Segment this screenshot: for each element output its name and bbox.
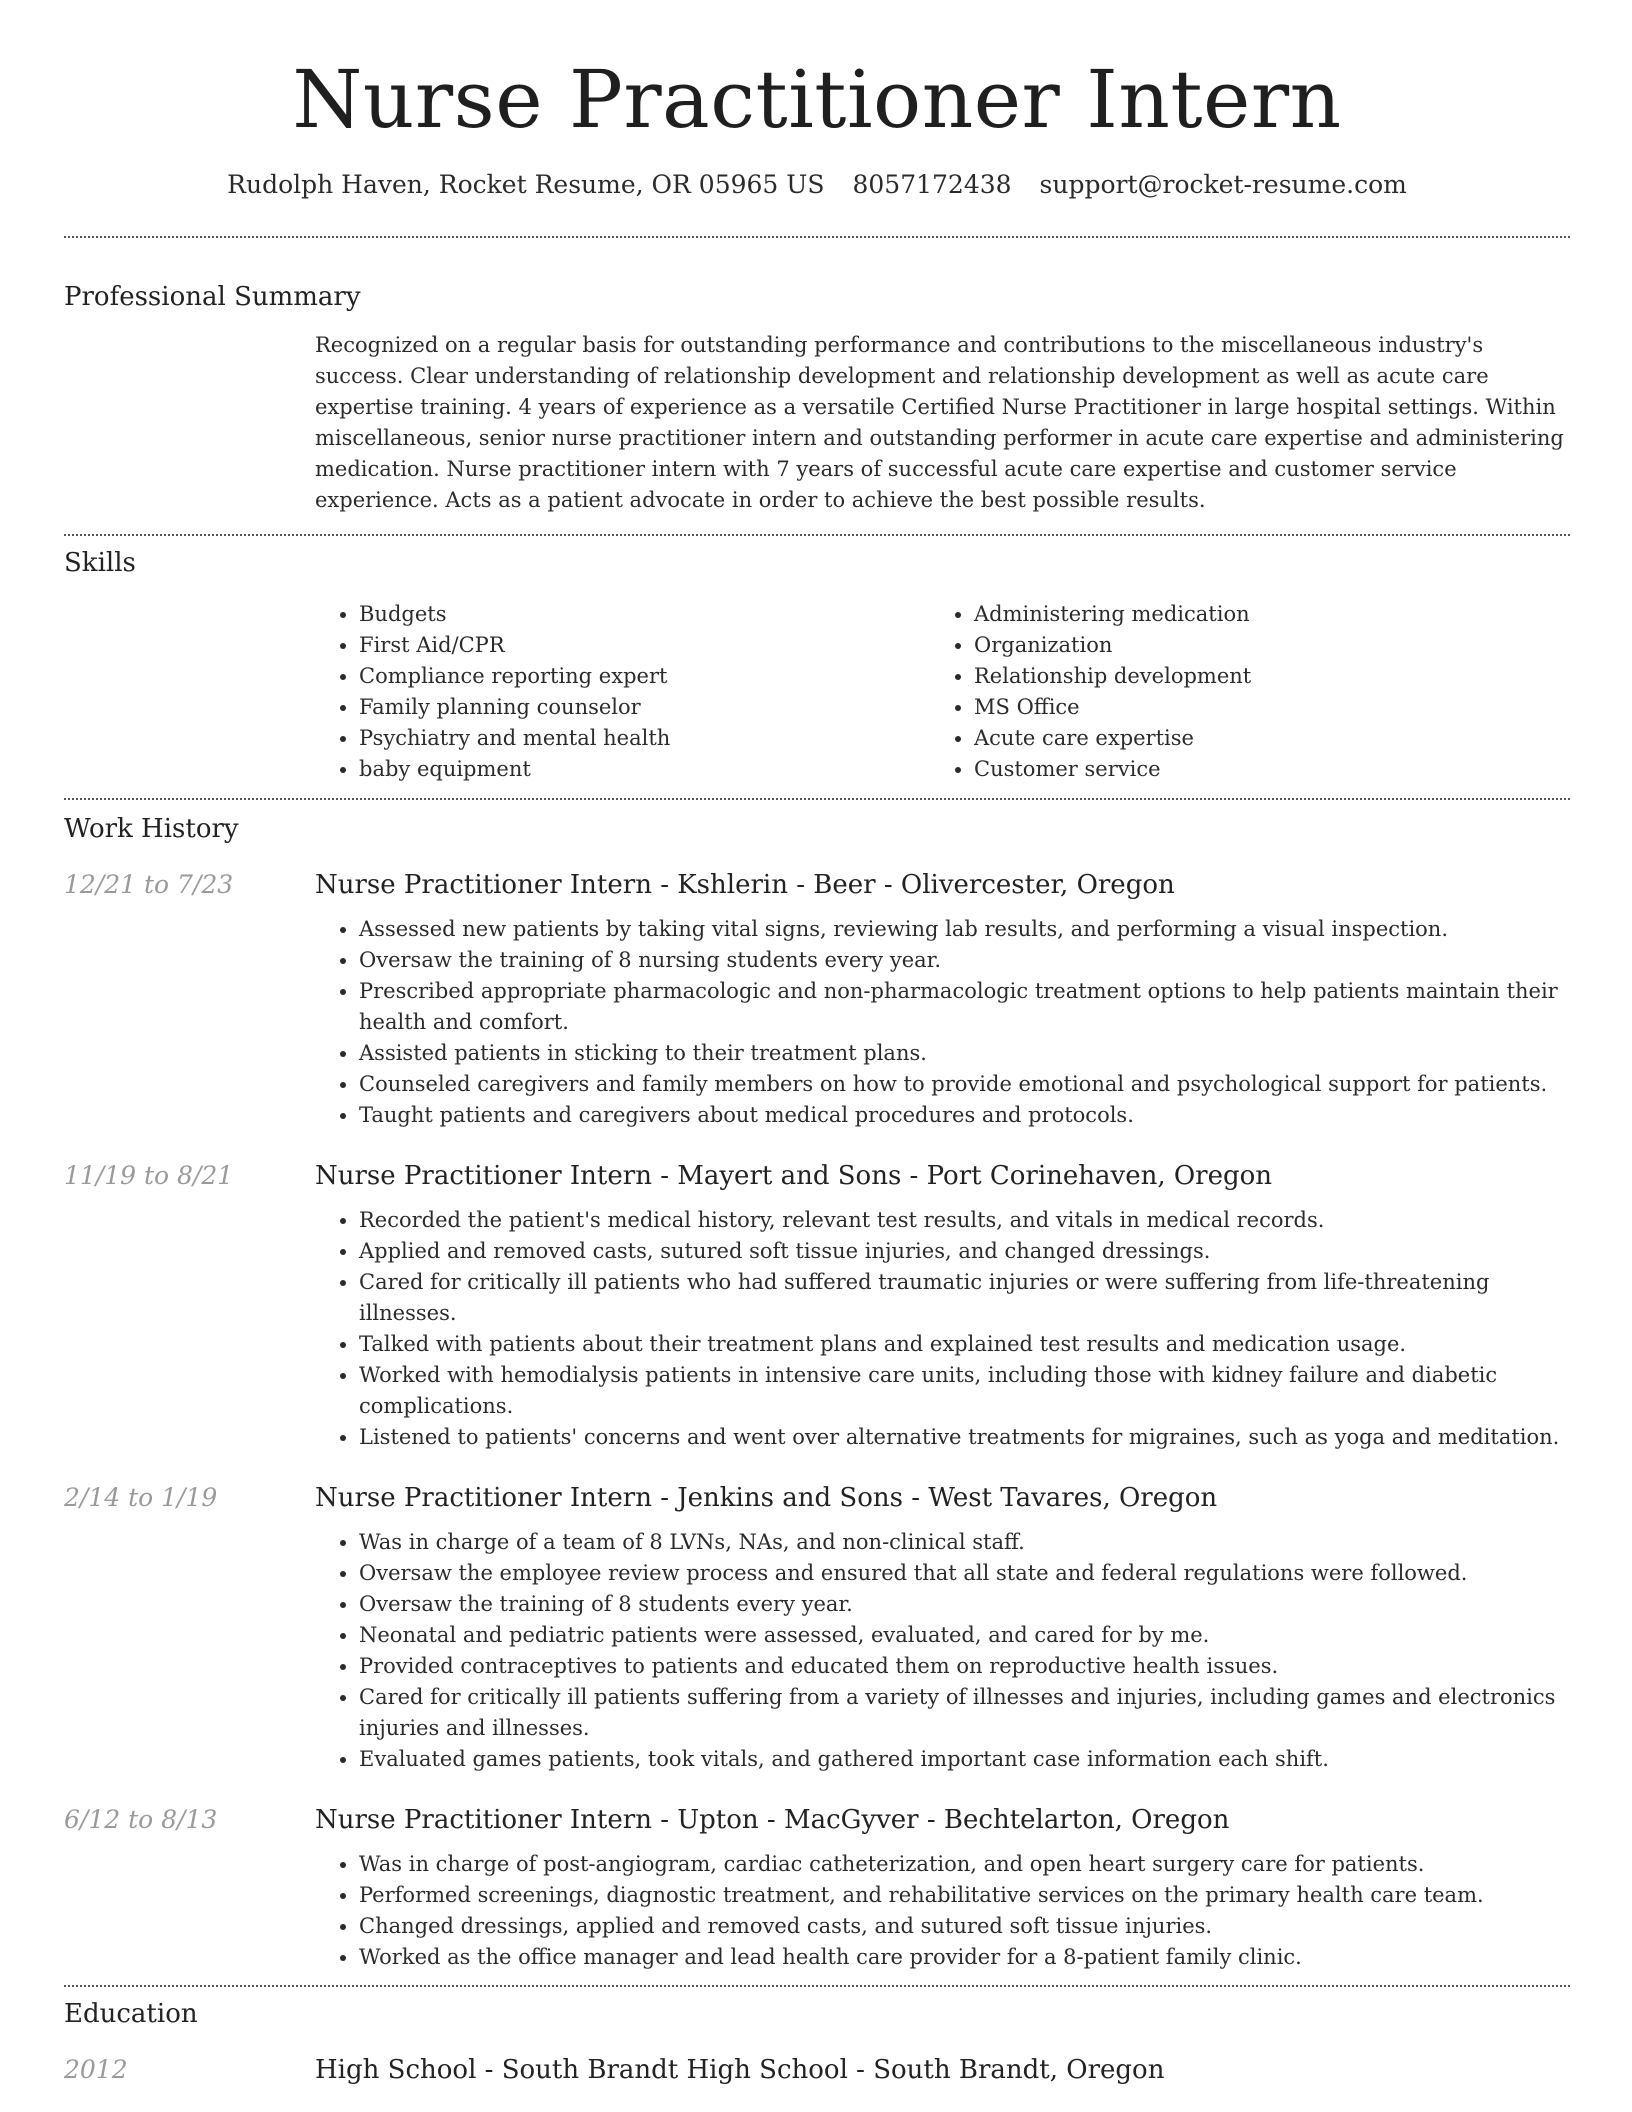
job-entry [64, 1481, 1570, 1775]
job-entry [64, 868, 1570, 1131]
job-details [315, 1803, 1570, 1973]
job-title: Nurse Practitioner Intern - Jenkins and Sons - West Tavares, Oregon [315, 1483, 1218, 1513]
job-bullet: • Cared for critically ill patients suffering from a variety of illnesses and injuries, including games and electronics injuries and illnesses. [359, 1682, 1570, 1744]
job-bullet: • Assisted patients in sticking to their treatment plans. [359, 1038, 1570, 1069]
job-bullets [315, 1205, 1570, 1453]
job-bullet: • Oversaw the training of 8 nursing students every year. [359, 945, 1570, 976]
skill-item: • Psychiatry and mental health [359, 723, 930, 754]
job-bullet: • Worked as the office manager and lead health care provider for a 8-patient family clinic. [359, 1942, 1570, 1973]
job-bullet: • Neonatal and pediatric patients were assessed, evaluated, and cared for by me. [359, 1620, 1570, 1651]
job-bullet: • Talked with patients about their treatment plans and explained test results and medication usage. [359, 1329, 1570, 1360]
education-title: High School - South Brandt High School - South Brandt, Oregon [315, 2055, 1165, 2085]
education-details [315, 2053, 1570, 2087]
job-date: 2/14 to 1/19 [64, 1483, 218, 1512]
section-divider [64, 236, 1570, 238]
contact-phone: 8057172438 [852, 170, 1012, 199]
job-title: Nurse Practitioner Intern - Upton - MacGyver - Bechtelarton, Oregon [315, 1805, 1230, 1835]
job-entry [64, 1159, 1570, 1453]
education-heading: Education [64, 1999, 198, 2029]
section-divider [64, 534, 1570, 536]
skill-item: • Compliance reporting expert [359, 661, 930, 692]
job-details [315, 1481, 1570, 1775]
summary-heading: Professional Summary [64, 282, 361, 312]
job-bullet: • Changed dressings, applied and removed casts, and sutured soft tissue injuries. [359, 1911, 1570, 1942]
resume-page [64, 0, 1570, 2087]
skill-item: • baby equipment [359, 754, 930, 785]
skill-item: • Customer service [974, 754, 1545, 785]
skills-column-right [930, 599, 1545, 785]
skill-item: • Acute care expertise [974, 723, 1545, 754]
skills-list [315, 599, 1570, 785]
job-bullet: • Worked with hemodialysis patients in intensive care units, including those with kidney failure and diabetic complications. [359, 1360, 1570, 1422]
page-title: Nurse Practitioner Intern [292, 53, 1342, 146]
work-history-heading: Work History [64, 814, 239, 844]
contact-line [64, 168, 1570, 202]
job-bullet: • Provided contraceptives to patients and educated them on reproductive health issues. [359, 1651, 1570, 1682]
job-bullet: • Oversaw the training of 8 students every year. [359, 1589, 1570, 1620]
job-bullet: • Recorded the patient's medical history, relevant test results, and vitals in medical records. [359, 1205, 1570, 1236]
job-bullet: • Oversaw the employee review process and ensured that all state and federal regulations were followed. [359, 1558, 1570, 1589]
section-divider [64, 1985, 1570, 1987]
contact-email: support@rocket-resume.com [1039, 170, 1407, 199]
skill-item: • First Aid/CPR [359, 630, 930, 661]
job-bullets [315, 914, 1570, 1131]
section-divider [64, 798, 1570, 800]
skill-item: • MS Office [974, 692, 1545, 723]
contact-address: Rudolph Haven, Rocket Resume, OR 05965 US [227, 170, 825, 199]
job-bullets [315, 1849, 1570, 1973]
job-bullet: • Was in charge of a team of 8 LVNs, NAs, and non-clinical staff. [359, 1527, 1570, 1558]
skill-item: • Family planning counselor [359, 692, 930, 723]
job-date: 11/19 to 8/21 [64, 1161, 234, 1190]
skill-item: • Organization [974, 630, 1545, 661]
skill-item: • Relationship development [974, 661, 1545, 692]
summary-text: Recognized on a regular basis for outstanding performance and contributions to the miscellaneous industry's success. Clear understanding of relationship development and relationship development as well as acute care expertise training. 4 years of experience as a versatile Certified Nurse Practitioner in large hospital settings. Within miscellaneous, senior nurse practitioner intern and outstanding performer in acute care expertise and administering medication. Nurse practitioner intern with 7 years of successful acute care expertise and customer service experience. Acts as a patient advocate in order to achieve the best possible results. [315, 333, 1564, 512]
job-date: 6/12 to 8/13 [64, 1805, 218, 1834]
job-bullet: • Cared for critically ill patients who had suffered traumatic injuries or were suffering from life-threatening illnesses. [359, 1267, 1570, 1329]
job-bullet: • Was in charge of post-angiogram, cardiac catheterization, and open heart surgery care for patients. [359, 1849, 1570, 1880]
education-date: 2012 [64, 2055, 128, 2084]
job-entry [64, 1803, 1570, 1973]
job-date: 12/21 to 7/23 [64, 870, 234, 899]
job-bullet: • Counseled caregivers and family members on how to provide emotional and psychological support for patients. [359, 1069, 1570, 1100]
job-bullet: • Applied and removed casts, sutured soft tissue injuries, and changed dressings. [359, 1236, 1570, 1267]
job-details [315, 868, 1570, 1131]
job-bullet: • Performed screenings, diagnostic treatment, and rehabilitative services on the primary health care team. [359, 1880, 1570, 1911]
job-bullets [315, 1527, 1570, 1775]
job-title: Nurse Practitioner Intern - Kshlerin - Beer - Olivercester, Oregon [315, 870, 1175, 900]
education-entry [64, 2053, 1570, 2087]
job-title: Nurse Practitioner Intern - Mayert and Sons - Port Corinehaven, Oregon [315, 1161, 1273, 1191]
skills-heading: Skills [64, 548, 136, 578]
job-bullet: • Assessed new patients by taking vital signs, reviewing lab results, and performing a visual inspection. [359, 914, 1570, 945]
job-bullet: • Prescribed appropriate pharmacologic and non-pharmacologic treatment options to help patients maintain their health and comfort. [359, 976, 1570, 1038]
job-bullet: • Evaluated games patients, took vitals, and gathered important case information each shift. [359, 1744, 1570, 1775]
job-details [315, 1159, 1570, 1453]
skill-item: • Administering medication [974, 599, 1545, 630]
skill-item: • Budgets [359, 599, 930, 630]
job-bullet: • Taught patients and caregivers about medical procedures and protocols. [359, 1100, 1570, 1131]
job-bullet: • Listened to patients' concerns and went over alternative treatments for migraines, such as yoga and meditation. [359, 1422, 1570, 1453]
skills-column-left [315, 599, 930, 785]
